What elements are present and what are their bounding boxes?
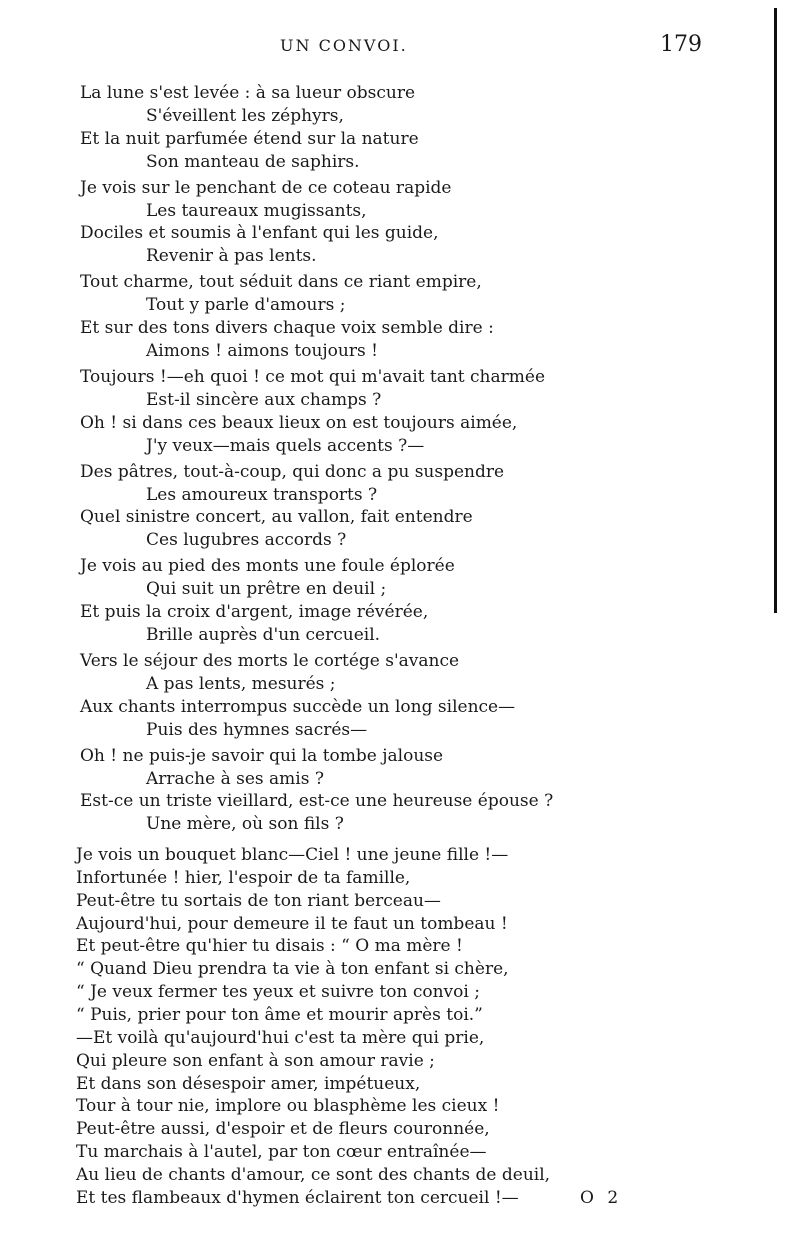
verse-line: Qui pleure son enfant à son amour ravie ; [76, 1050, 435, 1071]
verse-line: Vers le séjour des morts le cortége s'avance [80, 651, 460, 672]
verse-line: Arrache à ses amis ? [146, 768, 324, 789]
verse-line: Je vois au pied des monts une foule éplorée [80, 556, 455, 577]
verse-line: Et tes flambeaux d'hymen éclairent ton cercueil !— [76, 1187, 519, 1208]
verse-line: Je vois un bouquet blanc—Ciel ! une jeune fille !— [76, 845, 509, 866]
verse-line: Tour à tour nie, implore ou blasphème les cieux ! [76, 1096, 500, 1117]
verse-line: Des pâtres, tout-à-coup, qui donc a pu suspendre [80, 461, 505, 482]
verse-line: Aujourd'hui, pour demeure il te faut un tombeau ! [76, 913, 508, 934]
verse-line: Oh ! si dans ces beaux lieux on est toujours aimée, [80, 412, 518, 433]
verse-line: Tout y parle d'amours ; [146, 295, 346, 316]
verse-line: Oh ! ne puis-je savoir qui la tombe jalouse [80, 745, 444, 766]
verse-line: “ Puis, prier pour ton âme et mourir après toi.” [76, 1004, 483, 1025]
verse-line: “ Je veux fermer tes yeux et suivre ton convoi ; [76, 982, 480, 1003]
final-passage [0, 844, 770, 1210]
verse-line: Brille auprès d'un cercueil. [146, 624, 381, 645]
verse-line: Au lieu de chants d'amour, ce sont des chants de deuil, [76, 1164, 551, 1185]
verse-line: Puis des hymnes sacrés— [146, 719, 368, 740]
verse-line: Et puis la croix d'argent, image révérée, [80, 602, 429, 623]
verse-line: Dociles et soumis à l'enfant qui les guide, [80, 223, 439, 244]
verse-line: Infortunée ! hier, l'espoir de ta famille, [76, 867, 411, 888]
verse-line: Aimons ! aimons toujours ! [146, 340, 378, 361]
verse-line: A pas lents, mesurés ; [146, 673, 336, 694]
stanza [0, 82, 770, 173]
verse-line: Toujours !—eh quoi ! ce mot qui m'avait tant charmée [80, 367, 546, 388]
page-number: 179 [660, 32, 702, 57]
verse-line: Tout charme, tout séduit dans ce riant empire, [80, 272, 482, 293]
stanza [0, 745, 770, 836]
stanza [0, 555, 770, 646]
margin-rule [774, 8, 777, 613]
verse-line: S'éveillent les zéphyrs, [146, 105, 344, 126]
verse-line: Et la nuit parfumée étend sur la nature [80, 128, 419, 149]
verse-line: Tu marchais à l'autel, par ton cœur entraînée— [76, 1142, 487, 1163]
verse-line: La lune s'est levée : à sa lueur obscure [80, 83, 416, 103]
stanza [0, 271, 770, 362]
verse-line: Qui suit un prêtre en deuil ; [146, 579, 387, 600]
verse-line: Et sur des tons divers chaque voix semble dire : [80, 318, 494, 339]
stanza [0, 366, 770, 457]
verse-line: Aux chants interrompus succède un long silence— [80, 696, 516, 717]
verse-line: Revenir à pas lents. [146, 246, 317, 267]
verse-line: “ Quand Dieu prendra ta vie à ton enfant si chère, [76, 959, 509, 980]
verse-line: Est-ce un triste vieillard, est-ce une heureuse épouse ? [80, 791, 554, 812]
verse-line: Ces lugubres accords ? [146, 530, 347, 551]
verse-line: Et peut-être qu'hier tu disais : “ O ma mère ! [76, 936, 463, 957]
verse-line: Je vois sur le penchant de ce coteau rapide [80, 177, 452, 198]
verse-line: Son manteau de saphirs. [146, 151, 360, 172]
signature-mark: O 2 [580, 1188, 623, 1208]
verse-line: Peut-être aussi, d'espoir et de fleurs couronnée, [76, 1119, 490, 1140]
verse-line: Les amoureux transports ? [146, 484, 378, 505]
verse-line: Les taureaux mugissants, [146, 200, 367, 221]
stanza [0, 177, 770, 268]
stanza [0, 650, 770, 741]
verse-line: Est-il sincère aux champs ? [146, 389, 382, 410]
running-head-title: UN CONVOI. [280, 36, 408, 55]
running-head [0, 32, 788, 60]
poem [0, 82, 770, 1210]
verse-line: Et dans son désespoir amer, impétueux, [76, 1073, 421, 1094]
verse-line: Une mère, où son fils ? [146, 814, 344, 835]
stanza [0, 461, 770, 552]
verse-line: Quel sinistre concert, au vallon, fait entendre [80, 507, 473, 528]
verse-line: Peut-être tu sortais de ton riant berceau— [76, 890, 441, 911]
verse-line: J'y veux—mais quels accents ?— [146, 435, 425, 456]
verse-line: —Et voilà qu'aujourd'hui c'est ta mère qui prie, [76, 1027, 485, 1048]
